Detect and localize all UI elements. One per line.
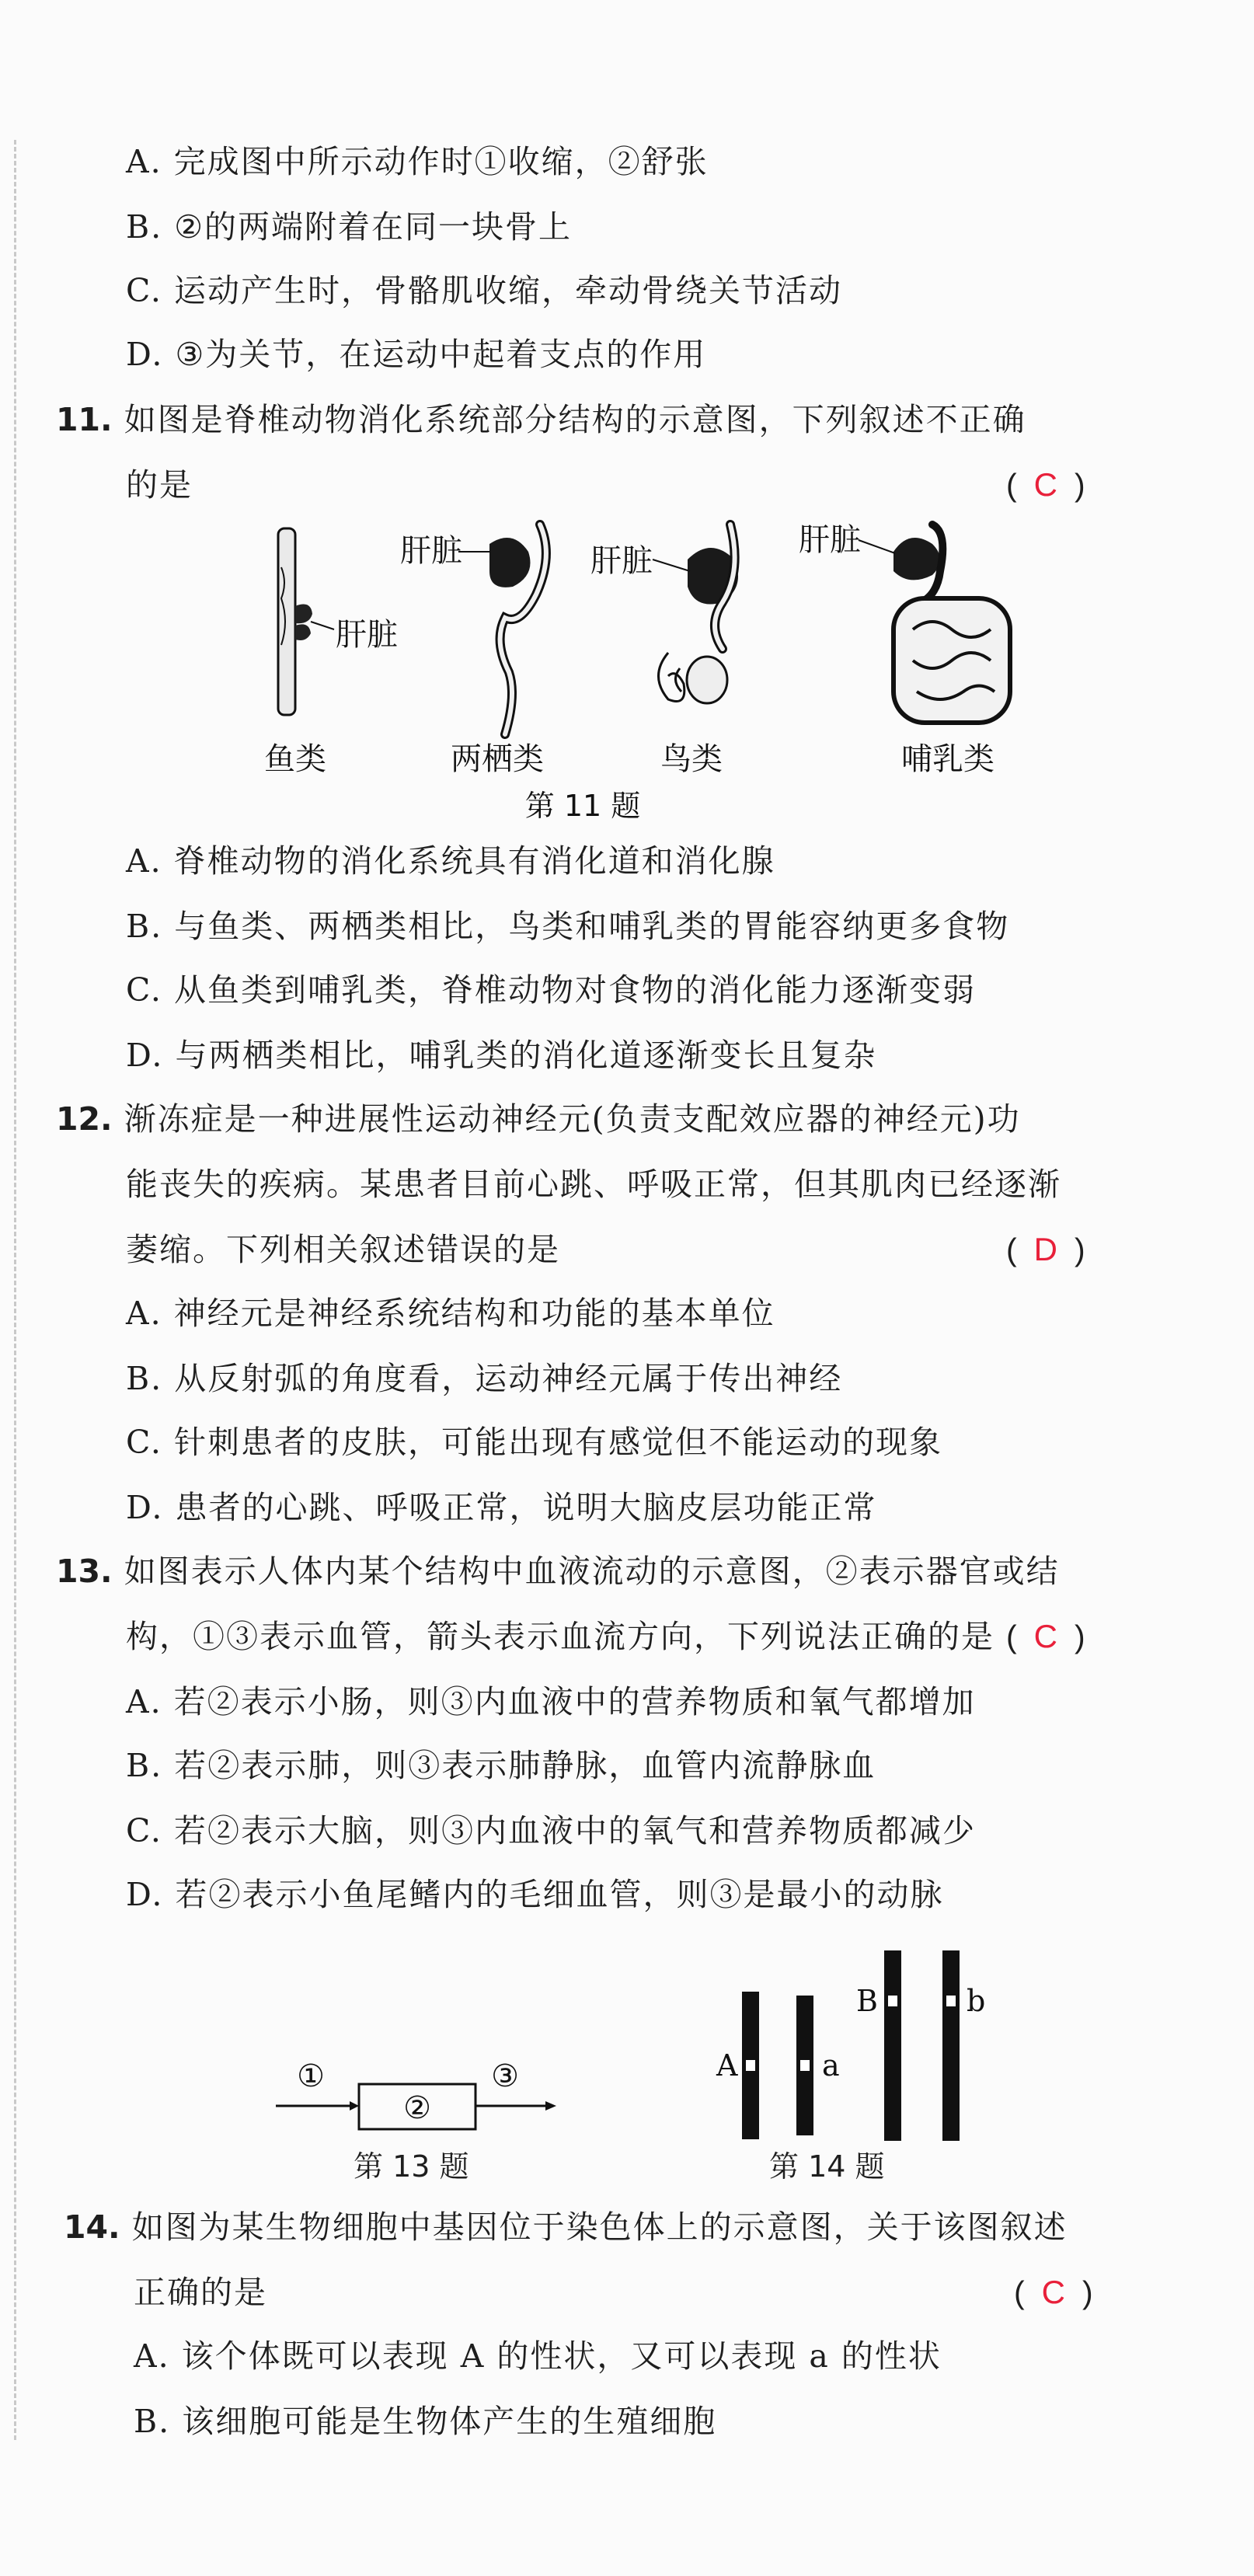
q14-number: 14. — [64, 2208, 120, 2246]
amphibian-digestive-diagram — [400, 525, 546, 734]
vessel-in-label: ① — [297, 2058, 325, 2094]
q11-stem-line1 — [56, 399, 1026, 440]
q14-answer: C — [1041, 2274, 1065, 2310]
q13-number: 13. — [56, 1553, 113, 1590]
fish-liver-label: 肝脏 — [336, 617, 398, 653]
fish-digestive-diagram — [278, 528, 398, 715]
q13-blood-flow-figure — [272, 2051, 567, 2152]
q12-number: 12. — [56, 1100, 113, 1138]
bird-digestive-diagram — [590, 525, 738, 703]
q12-stem-text: 渐冻症是一种进展性运动神经元(负责支配效应器的神经元)功 — [124, 1100, 1021, 1138]
q12-answer-slot: ( D ) — [1006, 1231, 1085, 1267]
q12-option-a: A. 神经元是神经系统结构和功能的基本单位 — [126, 1295, 775, 1332]
q12-option-b: B. 从反射弧的角度看，运动神经元属于传出神经 — [126, 1360, 843, 1397]
mammal-digestive-diagram — [799, 522, 1010, 723]
bird-liver-label: 肝脏 — [590, 543, 653, 579]
q13-answer: C — [1033, 1618, 1057, 1654]
chromosome-3 — [884, 1950, 901, 2141]
q11-answer-slot: ( C ) — [1006, 466, 1085, 503]
q13-option-d: D. 若②表示小鱼尾鳍内的毛细血管，则③是最小的动脉 — [126, 1876, 944, 1913]
q11-option-d: D. 与两栖类相比，哺乳类的消化道逐渐变长且复杂 — [126, 1037, 877, 1074]
q12-option-c: C. 针刺患者的皮肤，可能出现有感觉但不能运动的现象 — [126, 1424, 942, 1461]
q13-option-b: B. 若②表示肺，则③表示肺静脉，血管内流静脉血 — [126, 1747, 876, 1784]
q11-digestive-figure — [233, 513, 1096, 831]
animal-label-mammal: 哺乳类 — [901, 741, 994, 777]
q11-option-a: A. 脊椎动物的消化系统具有消化道和消化腺 — [126, 842, 775, 880]
q14-option-b: B. 该细胞可能是生物体产生的生殖细胞 — [134, 2403, 717, 2440]
animal-label-amphibian: 两栖类 — [451, 741, 544, 777]
q12-answer: D — [1033, 1231, 1057, 1267]
animal-label-bird: 鸟类 — [660, 741, 723, 777]
q11-figure-caption: 第 11 题 — [524, 789, 641, 823]
q13-figure-caption: 第 13 题 — [354, 2149, 469, 2184]
q12-stem-line2: 能丧失的疾病。某患者目前心跳、呼吸正常，但其肌肉已经逐渐 — [126, 1166, 1061, 1203]
q14-chromosome-figure — [684, 1949, 1010, 2143]
gene-label-b: b — [967, 1984, 986, 2018]
q14-stem-line2: 正确的是 — [134, 2274, 267, 2311]
q11-option-c: C. 从鱼类到哺乳类，脊椎动物对食物的消化能力逐渐变弱 — [126, 971, 976, 1009]
gene-label-B: B — [856, 1984, 878, 2018]
amphibian-liver-label: 肝脏 — [400, 533, 462, 569]
binding-margin-line — [14, 140, 16, 2440]
q11-number: 11. — [56, 401, 113, 438]
q14-figure-caption: 第 14 题 — [769, 2149, 885, 2184]
gene-label-a: a — [822, 2048, 840, 2083]
q11-stem-line2: 的是 — [126, 466, 193, 504]
q13-answer-slot: ( C ) — [1006, 1618, 1085, 1654]
chromosome-4 — [942, 1950, 960, 2141]
q14-stem-text: 如图为某生物细胞中基因位于染色体上的示意图，关于该图叙述 — [131, 2208, 1068, 2246]
q14-option-a: A. 该个体既可以表现 A 的性状，又可以表现 a 的性状 — [134, 2337, 942, 2375]
q11-option-b: B. 与鱼类、两栖类相比，鸟类和哺乳类的胃能容纳更多食物 — [126, 908, 1010, 945]
animal-label-fish: 鱼类 — [264, 741, 326, 777]
inflow-arrow-head — [350, 2101, 359, 2111]
q12-stem-line1 — [56, 1099, 1021, 1139]
q10-option-d: D. ③为关节，在运动中起着支点的作用 — [126, 336, 707, 373]
q13-stem-line2: 构，①③表示血管，箭头表示血流方向，下列说法正确的是 — [126, 1618, 994, 1655]
outflow-arrow-head — [545, 2101, 556, 2111]
gene-label-A: A — [716, 2048, 738, 2083]
q10-option-a: A. 完成图中所示动作时①收缩，②舒张 — [126, 143, 709, 180]
q12-option-d: D. 患者的心跳、呼吸正常，说明大脑皮层功能正常 — [126, 1489, 877, 1526]
q14-answer-slot: ( C ) — [1014, 2274, 1093, 2310]
q14-stem-line1 — [64, 2207, 1068, 2247]
q13-stem-text: 如图表示人体内某个结构中血液流动的示意图，②表示器官或结 — [124, 1553, 1060, 1590]
mammal-liver-label: 肝脏 — [799, 522, 861, 558]
q13-stem-line1 — [56, 1551, 1060, 1591]
q10-option-b: B. ②的两端附着在同一块骨上 — [126, 208, 572, 246]
q12-stem-line3: 萎缩。下列相关叙述错误的是 — [126, 1231, 560, 1268]
gene-locus-a — [800, 2060, 810, 2071]
gene-locus-b — [946, 1996, 956, 2006]
q13-option-a: A. 若②表示小肠，则③内血液中的营养物质和氧气都增加 — [126, 1683, 976, 1720]
gene-locus-A — [746, 2060, 755, 2071]
gene-locus-B — [888, 1996, 897, 2006]
q11-answer: C — [1033, 466, 1057, 503]
q11-stem-text: 如图是脊椎动物消化系统部分结构的示意图，下列叙述不正确 — [124, 401, 1026, 438]
vessel-out-label: ③ — [491, 2058, 519, 2094]
q13-option-c: C. 若②表示大脑，则③内血液中的氧气和营养物质都减少 — [126, 1812, 976, 1849]
q10-option-c: C. 运动产生时，骨骼肌收缩，牵动骨绕关节活动 — [126, 272, 842, 309]
organ-label: ② — [403, 2090, 431, 2126]
